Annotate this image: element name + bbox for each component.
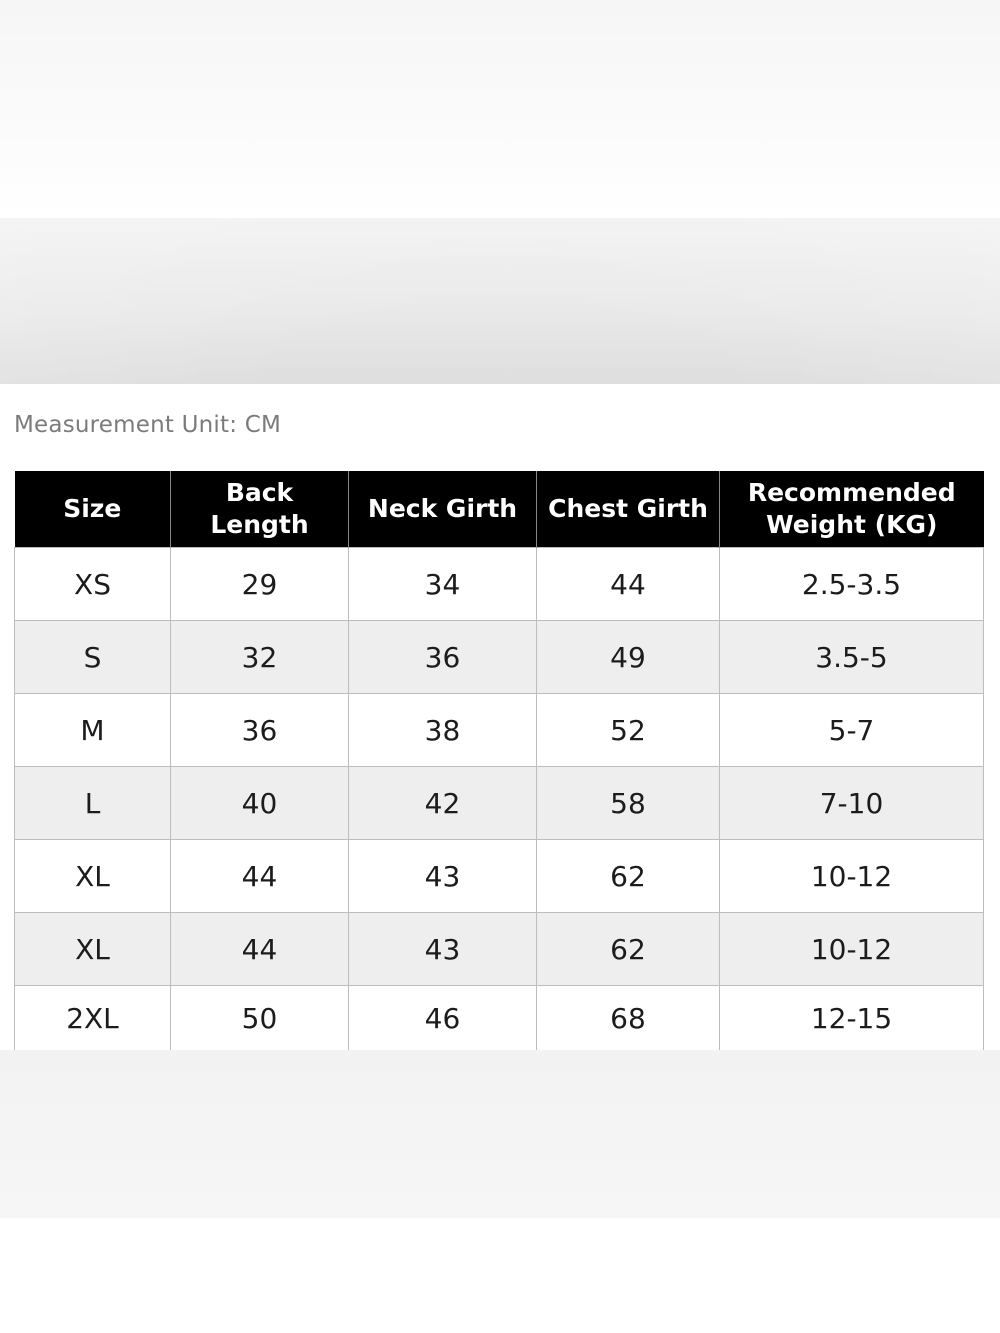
cell-size: 2XL — [15, 986, 171, 1067]
cell-chest-girth: 68 — [537, 986, 720, 1067]
table-row — [15, 840, 984, 913]
cell-weight: 2.5-3.5 — [720, 548, 984, 621]
top-blank-area — [0, 0, 1000, 218]
cell-size: XL — [15, 913, 171, 986]
cell-size: L — [15, 767, 171, 840]
cell-size: XS — [15, 548, 171, 621]
cell-back-length: 40 — [171, 767, 349, 840]
size-chart-table — [14, 471, 984, 1066]
header-recommended-weight — [720, 471, 984, 548]
cell-back-length: 32 — [171, 621, 349, 694]
cell-weight: 7-10 — [720, 767, 984, 840]
cell-weight: 12-15 — [720, 986, 984, 1067]
cell-chest-girth: 58 — [537, 767, 720, 840]
cell-back-length: 36 — [171, 694, 349, 767]
cell-size: S — [15, 621, 171, 694]
cell-back-length: 29 — [171, 548, 349, 621]
table-row — [15, 767, 984, 840]
size-chart-section — [0, 384, 1000, 1050]
cell-neck-girth: 46 — [349, 986, 537, 1067]
cell-back-length: 44 — [171, 840, 349, 913]
cell-back-length: 50 — [171, 986, 349, 1067]
cell-back-length: 44 — [171, 913, 349, 986]
cell-weight: 3.5-5 — [720, 621, 984, 694]
cell-neck-girth: 42 — [349, 767, 537, 840]
table-header-row — [15, 471, 984, 548]
header-neck-girth: Neck Girth — [349, 471, 537, 548]
bottom-blank-area — [0, 1218, 1000, 1333]
cell-weight: 10-12 — [720, 913, 984, 986]
header-recommended-line2: Weight (KG) — [766, 510, 938, 539]
cell-chest-girth: 44 — [537, 548, 720, 621]
bottom-shadow-band — [0, 1050, 1000, 1218]
cell-weight: 10-12 — [720, 840, 984, 913]
cell-neck-girth: 36 — [349, 621, 537, 694]
cell-chest-girth: 62 — [537, 913, 720, 986]
table-row — [15, 621, 984, 694]
table-row — [15, 913, 984, 986]
table-row — [15, 694, 984, 767]
table-row — [15, 548, 984, 621]
cell-size: XL — [15, 840, 171, 913]
shadow-band — [0, 218, 1000, 384]
cell-size: M — [15, 694, 171, 767]
header-size: Size — [15, 471, 171, 548]
cell-chest-girth: 62 — [537, 840, 720, 913]
measurement-unit-label: Measurement Unit: CM — [14, 412, 281, 438]
cell-neck-girth: 34 — [349, 548, 537, 621]
cell-chest-girth: 49 — [537, 621, 720, 694]
cell-neck-girth: 38 — [349, 694, 537, 767]
cell-chest-girth: 52 — [537, 694, 720, 767]
header-chest-girth: Chest Girth — [537, 471, 720, 548]
header-recommended-line1: Recommended — [747, 478, 956, 507]
cell-neck-girth: 43 — [349, 913, 537, 986]
cell-neck-girth: 43 — [349, 840, 537, 913]
header-back-length: Back Length — [171, 471, 349, 548]
cell-weight: 5-7 — [720, 694, 984, 767]
